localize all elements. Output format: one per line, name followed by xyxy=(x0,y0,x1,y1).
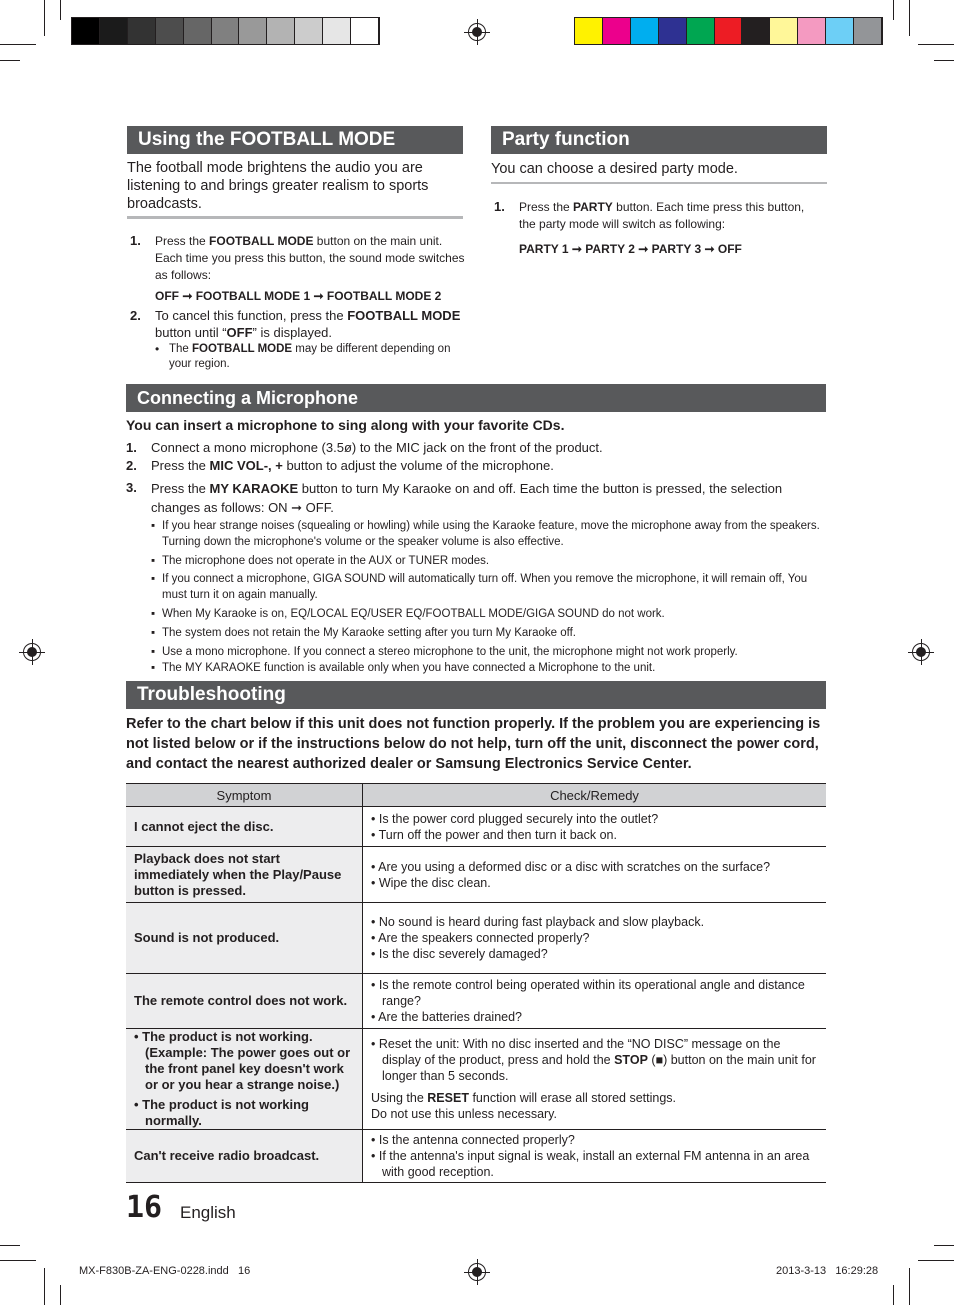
symptom-cell: • The product is not working. (Example: The power goes out or the front panel key doesn't work or or you hear a strange noise.) • The product is not working normally. xyxy=(126,1029,363,1130)
remedy-cell: • Is the antenna connected properly? • If the antenna's input signal is weak, install an external FM antenna in an area with good reception. xyxy=(363,1130,827,1183)
crop-mark xyxy=(0,1245,20,1246)
football-step-1: Press the FOOTBALL MODE button on the main unit. Each time you press this button, the sound mode switches as follows: xyxy=(155,234,465,282)
print-date: 2013-3-13 16:29:28 xyxy=(776,1265,879,1277)
football-sequence: OFF ➞ FOOTBALL MODE 1 ➞ FOOTBALL MODE 2 xyxy=(155,289,442,303)
crop-mark xyxy=(60,1285,61,1305)
color-swatch xyxy=(575,18,603,44)
crop-mark xyxy=(934,1245,954,1246)
color-swatch xyxy=(128,18,156,44)
mic-note: ▪ The system does not retain the My Karaoke setting after you turn My Karaoke off. xyxy=(151,627,576,639)
color-swatch xyxy=(212,18,240,44)
color-swatch xyxy=(267,18,295,44)
table-header-row xyxy=(126,784,826,807)
table-row xyxy=(126,974,826,1029)
step-number: 1. xyxy=(130,233,141,248)
table-row xyxy=(126,903,826,974)
football-heading: Using the FOOTBALL MODE xyxy=(127,126,463,154)
crop-mark xyxy=(893,0,894,20)
troubleshooting-table xyxy=(126,783,826,1183)
mic-step-3: Press the MY KARAOKE button to turn My Karaoke on and off. Each time the button is pressed, the selection changes as follows: ON ➞ OFF. xyxy=(151,481,783,515)
symptom-cell: Sound is not produced. xyxy=(126,903,363,974)
color-swatch xyxy=(323,18,351,44)
step-number: 3. xyxy=(126,480,137,495)
table-row xyxy=(126,807,826,847)
color-swatch xyxy=(798,18,826,44)
mic-step-1: Connect a mono microphone (3.5ø) to the MIC jack on the front of the product. xyxy=(151,440,603,455)
color-swatch xyxy=(100,18,128,44)
mic-note: ▪ If you connect a microphone, GIGA SOUND will automatically turn off. When you remove the microphone, it will remain off, You must turn it on again manually. xyxy=(151,573,808,601)
color-swatch xyxy=(295,18,323,44)
mic-step-2: Press the MIC VOL-, + button to adjust the volume of the microphone. xyxy=(151,458,554,473)
color-swatch xyxy=(72,18,100,44)
color-swatch xyxy=(826,18,854,44)
troubleshooting-heading: Troubleshooting xyxy=(126,681,826,709)
page-number: 16 xyxy=(126,1190,163,1225)
registration-mark-icon xyxy=(23,643,41,661)
football-step-2: To cancel this function, press the FOOTBALL MODE button until “OFF” is displayed. xyxy=(155,308,461,340)
color-swatch xyxy=(239,18,267,44)
color-swatch xyxy=(184,18,212,44)
remedy-cell: • Is the remote control being operated within its operational angle and distance range? • Are the batteries drained? xyxy=(363,974,827,1029)
football-lead: The football mode brightens the audio you are listening to and brings greater realism to sports broadcasts. xyxy=(127,160,429,212)
mic-note: ▪ Use a mono microphone. If you connect a stereo microphone to the unit, the microphone might not work properly. xyxy=(151,646,738,658)
symptom-cell: I cannot eject the disc. xyxy=(126,807,363,847)
crop-mark xyxy=(0,1260,36,1261)
table-row xyxy=(126,847,826,903)
mic-note: ▪ The microphone does not operate in the AUX or TUNER modes. xyxy=(151,555,490,567)
crop-mark xyxy=(0,60,20,61)
crop-mark xyxy=(44,1268,45,1305)
crop-mark xyxy=(934,60,954,61)
remedy-cell: • Are you using a deformed disc or a disc with scratches on the surface? • Wipe the disc clean. xyxy=(363,847,827,903)
registration-mark-icon xyxy=(468,1263,486,1281)
football-note: The FOOTBALL MODE may be different depending on your region. xyxy=(169,343,451,370)
crop-mark xyxy=(918,44,954,45)
color-swatch xyxy=(854,18,882,44)
color-swatch xyxy=(742,18,770,44)
color-swatch xyxy=(351,18,379,44)
symptom-cell: The remote control does not work. xyxy=(126,974,363,1029)
remedy-cell: • Reset the unit: With no disc inserted and the “NO DISC” message on the display of the product, press and hold the STOP (■) button on the main unit for longer than 5 seconds. Using the RESET function will erase all stored settings. Do not use this unless necessary. xyxy=(363,1029,827,1130)
mic-note: ▪ The MY KARAOKE function is available only when you have connected a Microphone to the unit. xyxy=(151,662,656,674)
registration-mark-icon xyxy=(468,23,486,41)
divider xyxy=(491,182,827,184)
bullet: • xyxy=(155,342,160,356)
table-row xyxy=(126,1130,826,1183)
crop-mark xyxy=(44,0,45,36)
crop-mark xyxy=(60,0,61,20)
step-number: 1. xyxy=(126,440,137,455)
microphone-lead: You can insert a microphone to sing along with your favorite CDs. xyxy=(126,417,565,433)
divider xyxy=(127,216,463,219)
step-number: 1. xyxy=(494,199,505,214)
crop-mark xyxy=(918,1260,954,1261)
color-bar xyxy=(574,17,883,45)
table-row xyxy=(126,1029,826,1130)
party-heading: Party function xyxy=(491,126,827,154)
symptom-header: Symptom xyxy=(126,784,363,807)
step-number: 2. xyxy=(130,308,141,323)
crop-mark xyxy=(0,44,36,45)
mic-note: ▪ If you hear strange noises (squealing or howling) while using the Karaoke feature, move the microphone away from the speakers. Turning down the microphone's volume or the speaker volume is also effective. xyxy=(151,520,820,548)
crop-mark xyxy=(909,1268,910,1305)
color-swatch xyxy=(631,18,659,44)
remedy-cell: • No sound is heard during fast playback and slow playback. • Are the speakers connected properly? • Is the disc severely damaged? xyxy=(363,903,827,974)
registration-mark-icon xyxy=(912,643,930,661)
mic-note: ▪ When My Karaoke is on, EQ/LOCAL EQ/USER EQ/FOOTBALL MODE/GIGA SOUND do not work. xyxy=(151,608,665,620)
color-swatch xyxy=(156,18,184,44)
color-swatch xyxy=(770,18,798,44)
color-swatch xyxy=(659,18,687,44)
party-lead: You can choose a desired party mode. xyxy=(491,161,738,177)
grayscale-bar xyxy=(71,17,380,45)
symptom-cell: Can't receive radio broadcast. xyxy=(126,1130,363,1183)
color-swatch xyxy=(687,18,715,44)
remedy-header: Check/Remedy xyxy=(363,784,827,807)
microphone-heading: Connecting a Microphone xyxy=(126,384,826,412)
troubleshooting-lead: Refer to the chart below if this unit does not function properly. If the problem you are experiencing is not listed below or if the instructions below do not help, turn off the unit, disconnect the power cord, and contact the nearest authorized dealer or Samsung Electronics Service Center. xyxy=(126,716,821,772)
page-language: English xyxy=(180,1203,236,1222)
color-swatch xyxy=(715,18,743,44)
crop-mark xyxy=(893,1285,894,1305)
file-name: MX-F830B-ZA-ENG-0228.indd 16 xyxy=(79,1265,251,1277)
party-step-1: Press the PARTY button. Each time press this button, the party mode will switch as following: xyxy=(519,200,805,231)
crop-mark xyxy=(909,0,910,36)
symptom-cell: Playback does not start immediately when the Play/Pause button is pressed. xyxy=(126,847,363,903)
color-swatch xyxy=(603,18,631,44)
step-number: 2. xyxy=(126,458,137,473)
remedy-cell: • Is the power cord plugged securely into the outlet? • Turn off the power and then turn it back on. xyxy=(363,807,827,847)
party-sequence: PARTY 1 ➞ PARTY 2 ➞ PARTY 3 ➞ OFF xyxy=(519,242,742,256)
